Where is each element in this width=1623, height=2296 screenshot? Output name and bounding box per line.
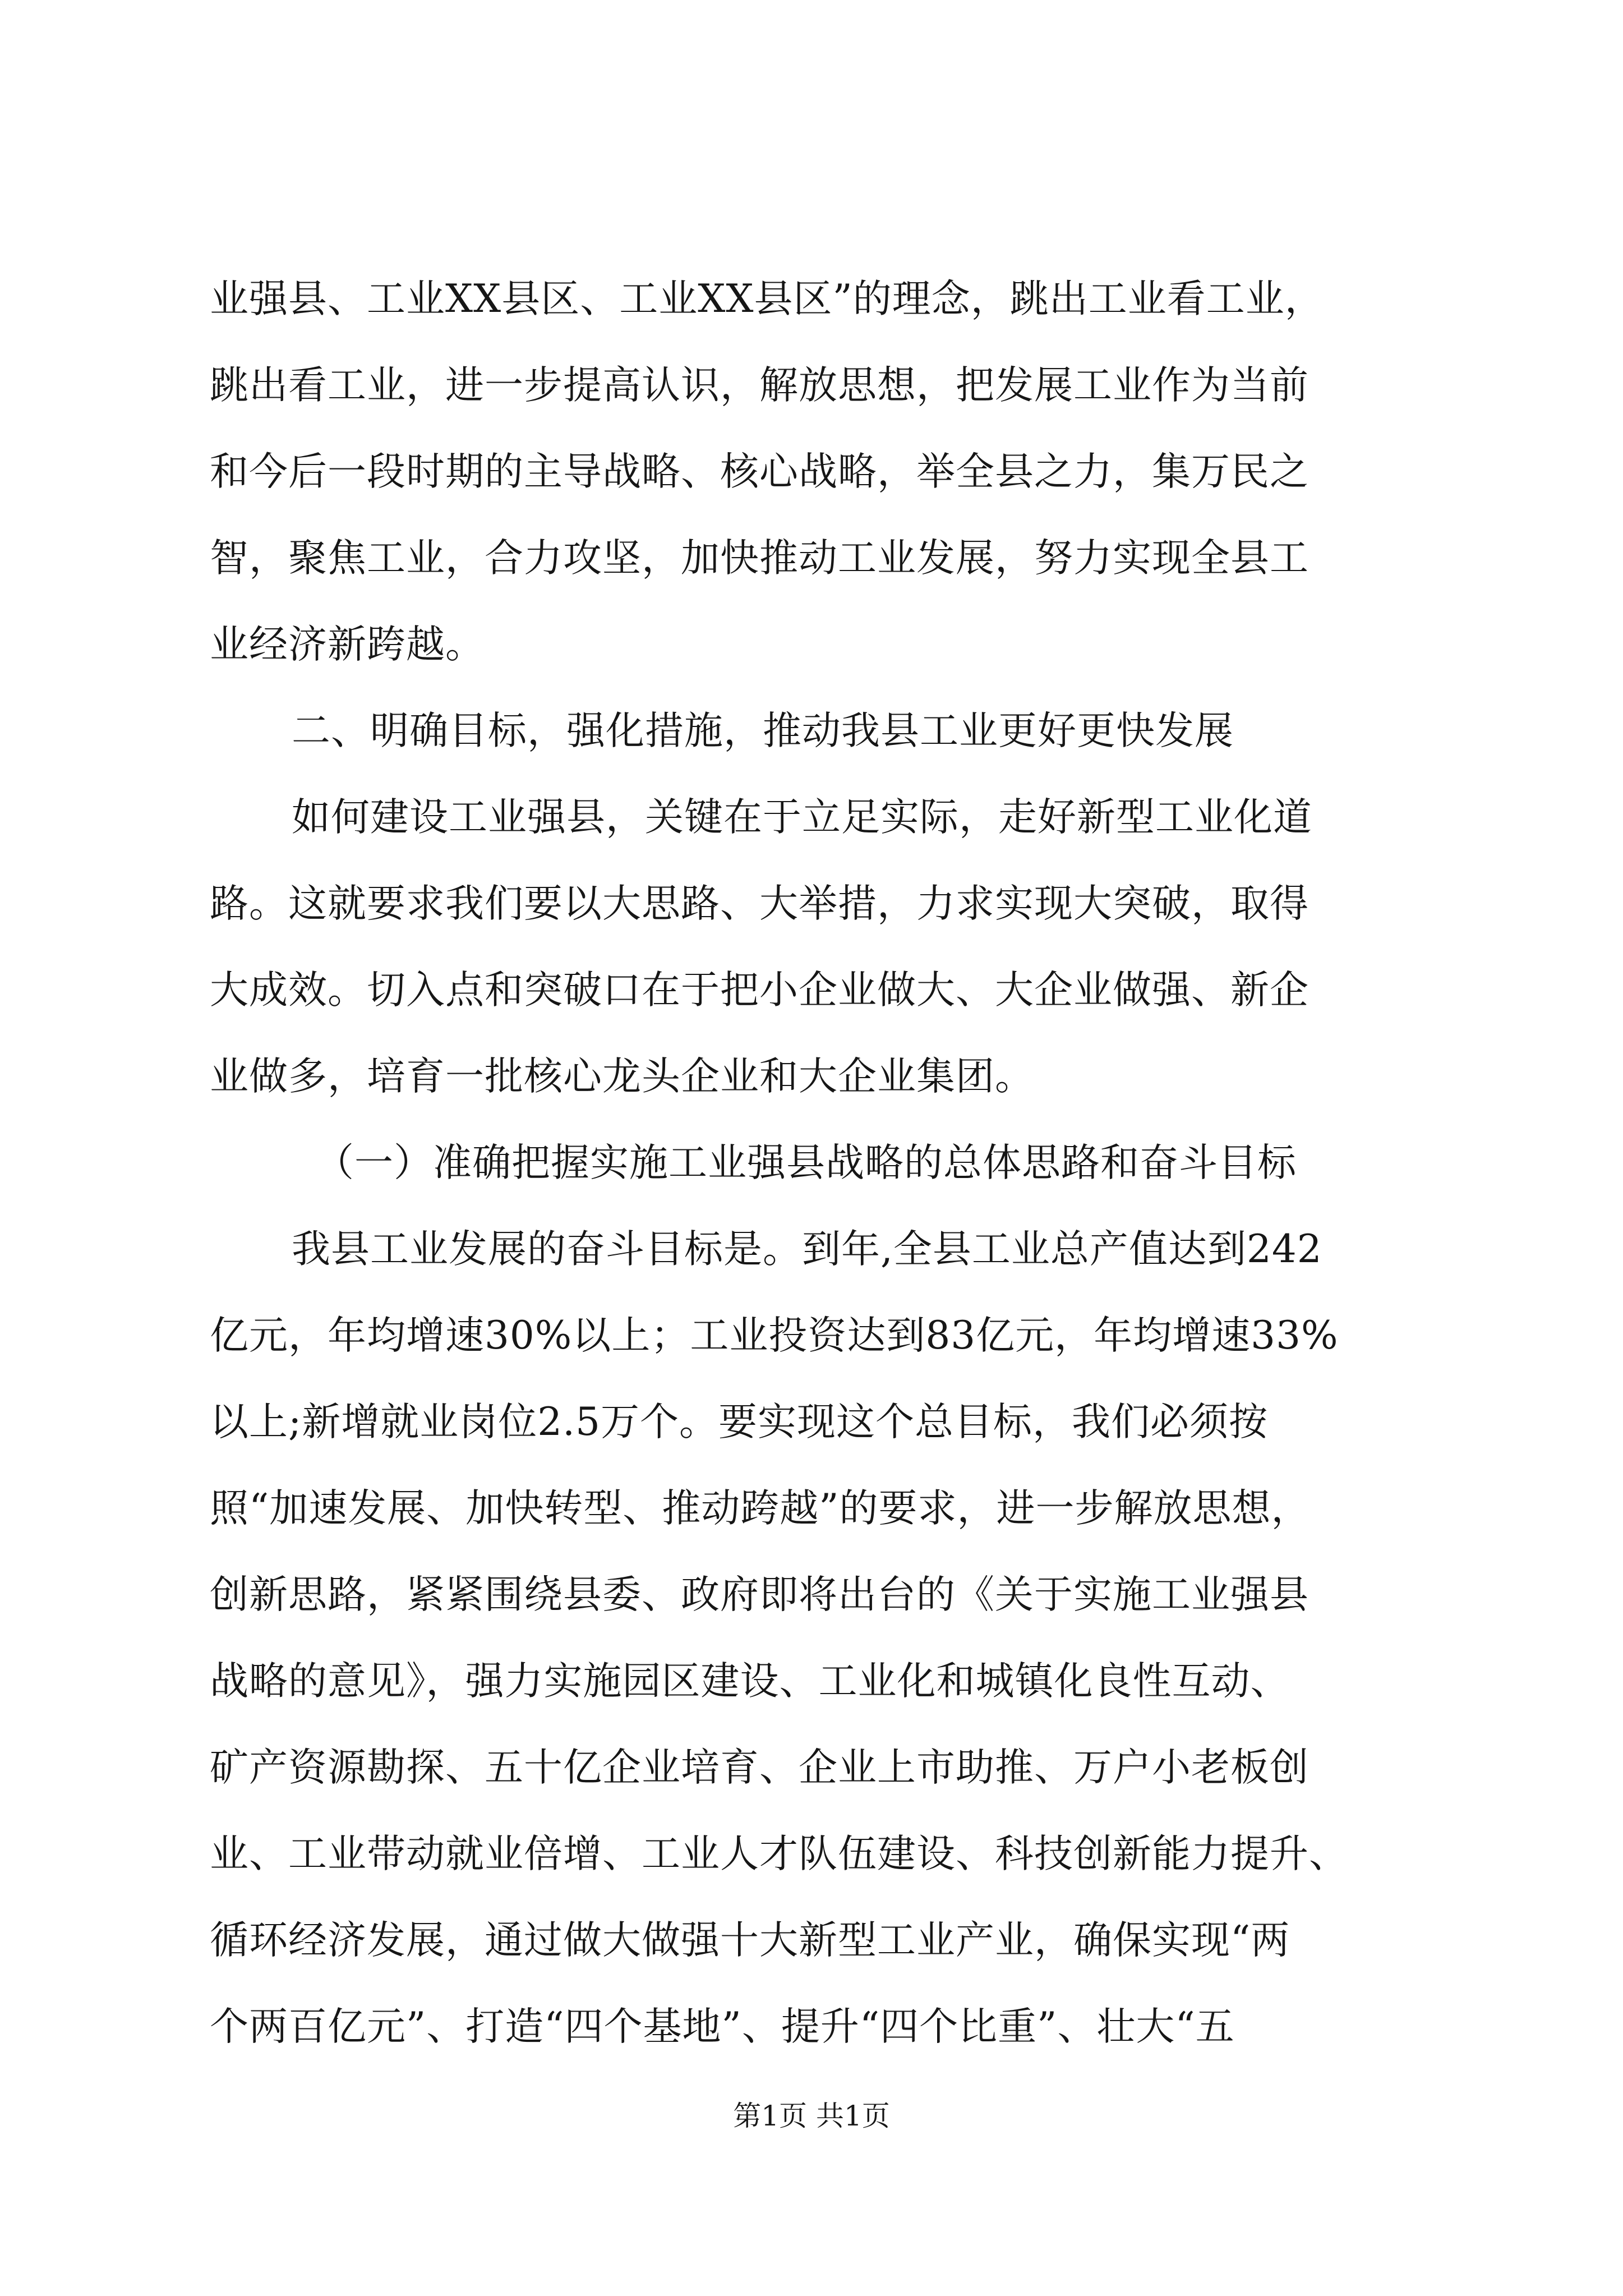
document-body <box>210 256 1410 2070</box>
page-footer: 第1页 共1页 <box>733 2100 890 2132</box>
text-line: （一）准确把握实施工业强县战略的总体思路和奋斗目标 <box>315 1140 1297 1185</box>
text-line: 个两百亿元”、打造“四个基地”、提升“四个比重”、壮大“五 <box>210 2004 1235 2049</box>
text-line: 亿元，年均增速30%以上；工业投资达到83亿元，年均增速33% <box>210 1313 1339 1358</box>
text-line: 照“加速发展、加快转型、推动跨越”的要求，进一步解放思想， <box>210 1486 1311 1531</box>
paragraph <box>210 256 1410 688</box>
text-line: 大成效。切入点和突破口在于把小企业做大、大企业做强、新企 <box>210 968 1309 1013</box>
text-line: 业、工业带动就业倍增、工业人才队伍建设、科技创新能力提升、 <box>210 1832 1348 1876</box>
text-line: 我县工业发展的奋斗目标是。到年,全县工业总产值达到242 <box>292 1227 1322 1272</box>
text-line: 和今后一段时期的主导战略、核心战略，举全县之力，集万民之 <box>210 449 1309 494</box>
text-line: 二、明确目标，强化措施，推动我县工业更好更快发展 <box>292 708 1234 753</box>
text-line: 业强县、工业XX县区、工业XX县区”的理念，跳出工业看工业， <box>210 277 1324 321</box>
text-line: 智，聚焦工业，合力攻坚，加快推动工业发展，努力实现全县工 <box>210 536 1309 581</box>
text-line: 跳出看工业，进一步提高认识，解放思想，把发展工业作为当前 <box>210 363 1309 408</box>
text-line: 循环经济发展，通过做大做强十大新型工业产业，确保实现“两 <box>210 1918 1290 1963</box>
paragraph <box>210 1120 1410 1206</box>
text-line: 业经济新跨越。 <box>210 622 485 667</box>
text-line: 路。这就要求我们要以大思路、大举措，力求实现大突破，取得 <box>210 881 1309 926</box>
text-line: 业做多，培育一批核心龙头企业和大企业集团。 <box>210 1054 1034 1099</box>
text-line: 创新思路，紧紧围绕县委、政府即将出台的《关于实施工业强县 <box>210 1572 1309 1617</box>
paragraph <box>210 774 1410 1120</box>
text-line: 以上;新增就业岗位2.5万个。要实现这个总目标，我们必须按 <box>210 1400 1268 1444</box>
text-line: 战略的意见》，强力实施园区建设、工业化和城镇化良性互动、 <box>210 1659 1290 1704</box>
text-line: 如何建设工业强县，关键在于立足实际，走好新型工业化道 <box>292 795 1312 840</box>
paragraph <box>210 1206 1410 2070</box>
paragraph <box>210 688 1410 774</box>
text-line: 矿产资源勘探、五十亿企业培育、企业上市助推、万户小老板创 <box>210 1745 1309 1790</box>
